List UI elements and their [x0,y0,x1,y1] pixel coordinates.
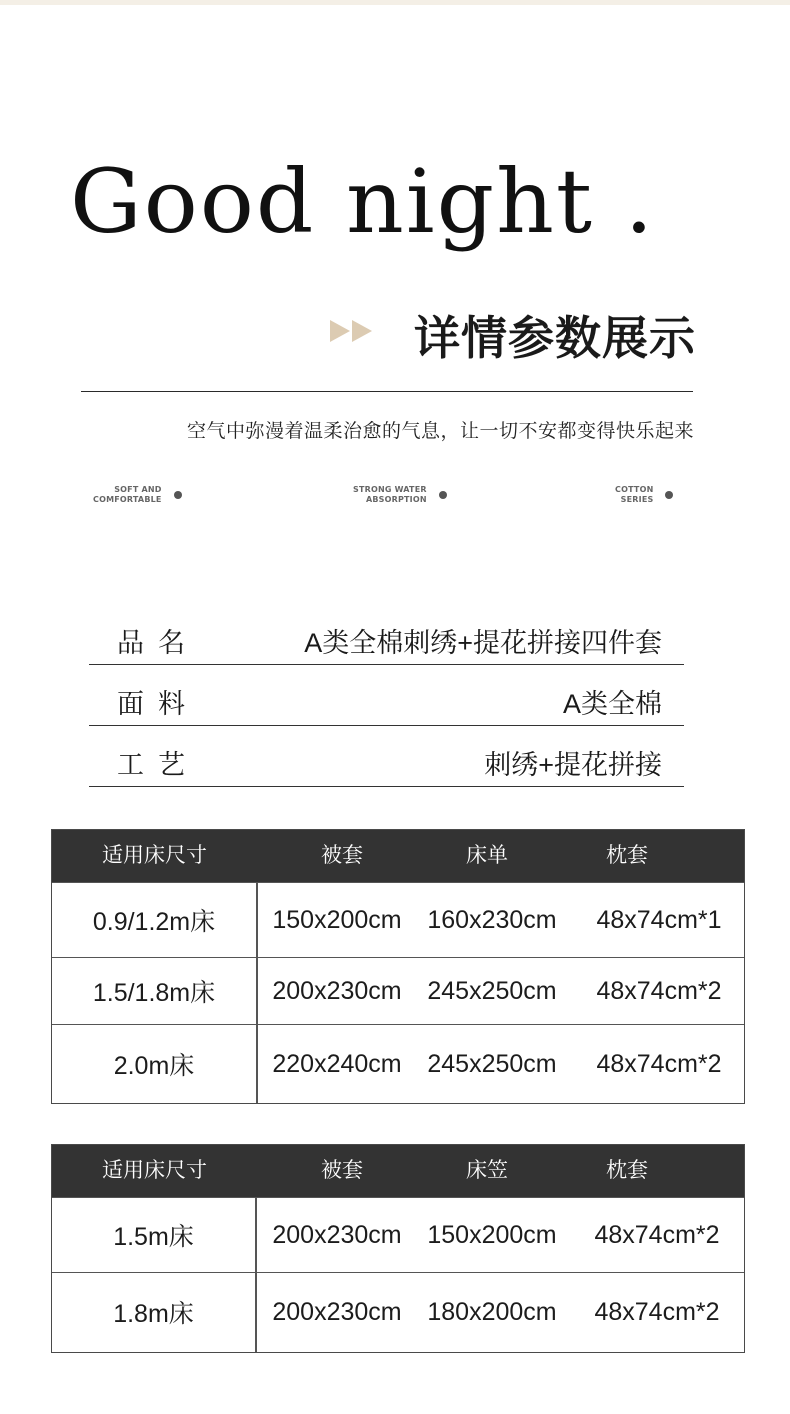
table-header-cell: 枕套 [606,1159,648,1182]
table-cell: 48x74cm*2 [594,1297,720,1326]
feature-line: COTTON [615,485,654,494]
table-cell: 245x250cm [427,976,557,1005]
spec-value: A类全棉刺绣+提花拼接四件套 [304,628,662,658]
table-cell: 48x74cm*2 [596,1049,722,1078]
feature-cotton [615,485,673,505]
feature-text [353,485,427,505]
table-header-cell: 枕套 [606,844,648,867]
double-arrow-icon [330,318,376,344]
table-cell: 200x230cm [272,976,402,1005]
table-header-cell: 床笠 [466,1159,508,1182]
spec-label: 面料 [117,689,199,719]
size-table-fitted [51,1144,745,1353]
spec-row-fabric [89,665,684,726]
table-cell: 48x74cm*1 [596,905,722,934]
divider-line [81,391,693,392]
dot-icon [439,491,447,499]
table-cell: 150x200cm [427,1220,557,1249]
table-cell: 1.8m床 [113,1300,194,1328]
feature-line: SOFT AND [114,485,162,494]
spec-value: 刺绣+提花拼接 [484,750,662,780]
feature-line: STRONG WATER [353,485,427,494]
table-row [52,1197,744,1272]
table-header [52,830,744,882]
dot-icon [665,491,673,499]
table-cell: 1.5/1.8m床 [92,979,216,1007]
table-header-cell: 适用床尺寸 [102,844,207,867]
table-cell: 1.5m床 [113,1223,194,1251]
feature-soft [93,485,182,505]
table-header-cell: 适用床尺寸 [102,1159,207,1182]
feature-line: SERIES [620,495,654,504]
feature-text [93,485,162,505]
spec-value: A类全棉 [562,689,662,719]
feature-text [615,485,653,505]
dot-icon [174,491,182,499]
spec-row-product-name [89,604,684,665]
table-cell: 245x250cm [427,1049,557,1078]
hero-title [70,150,656,270]
table-header-cell: 被套 [321,844,363,867]
table-row [52,957,744,1024]
spec-row-craft [89,726,684,787]
size-table-sheet [51,829,745,1104]
table-cell: 200x230cm [272,1297,402,1326]
spec-label: 工艺 [117,750,199,780]
hero-text: Good night . [70,150,656,253]
table-cell: 2.0m床 [113,1052,195,1080]
table-header-cell: 被套 [321,1159,363,1182]
feature-line: ABSORPTION [365,495,427,504]
table-row [52,1024,744,1103]
table-row [52,1272,744,1351]
table-header-cell: 床单 [466,844,508,867]
table-cell: 180x200cm [427,1297,557,1326]
tagline: 空气中弥漫着温柔治愈的气息，让一切不安都变得快乐起来 [186,421,694,442]
top-strip [0,0,790,5]
table-cell: 200x230cm [272,1220,402,1249]
table-cell: 220x240cm [272,1049,402,1078]
table-cell: 48x74cm*2 [594,1220,720,1249]
spec-label: 品名 [117,628,199,658]
section-header [330,298,710,368]
feature-line: COMFORTABLE [93,495,162,504]
table-row [52,882,744,957]
table-cell: 48x74cm*2 [596,976,722,1005]
section-title: 详情参数展示 [414,312,696,364]
feature-water [353,485,447,505]
table-header [52,1145,744,1197]
table-cell: 0.9/1.2m床 [92,908,216,936]
table-cell: 150x200cm [272,905,402,934]
table-cell: 160x230cm [427,905,557,934]
